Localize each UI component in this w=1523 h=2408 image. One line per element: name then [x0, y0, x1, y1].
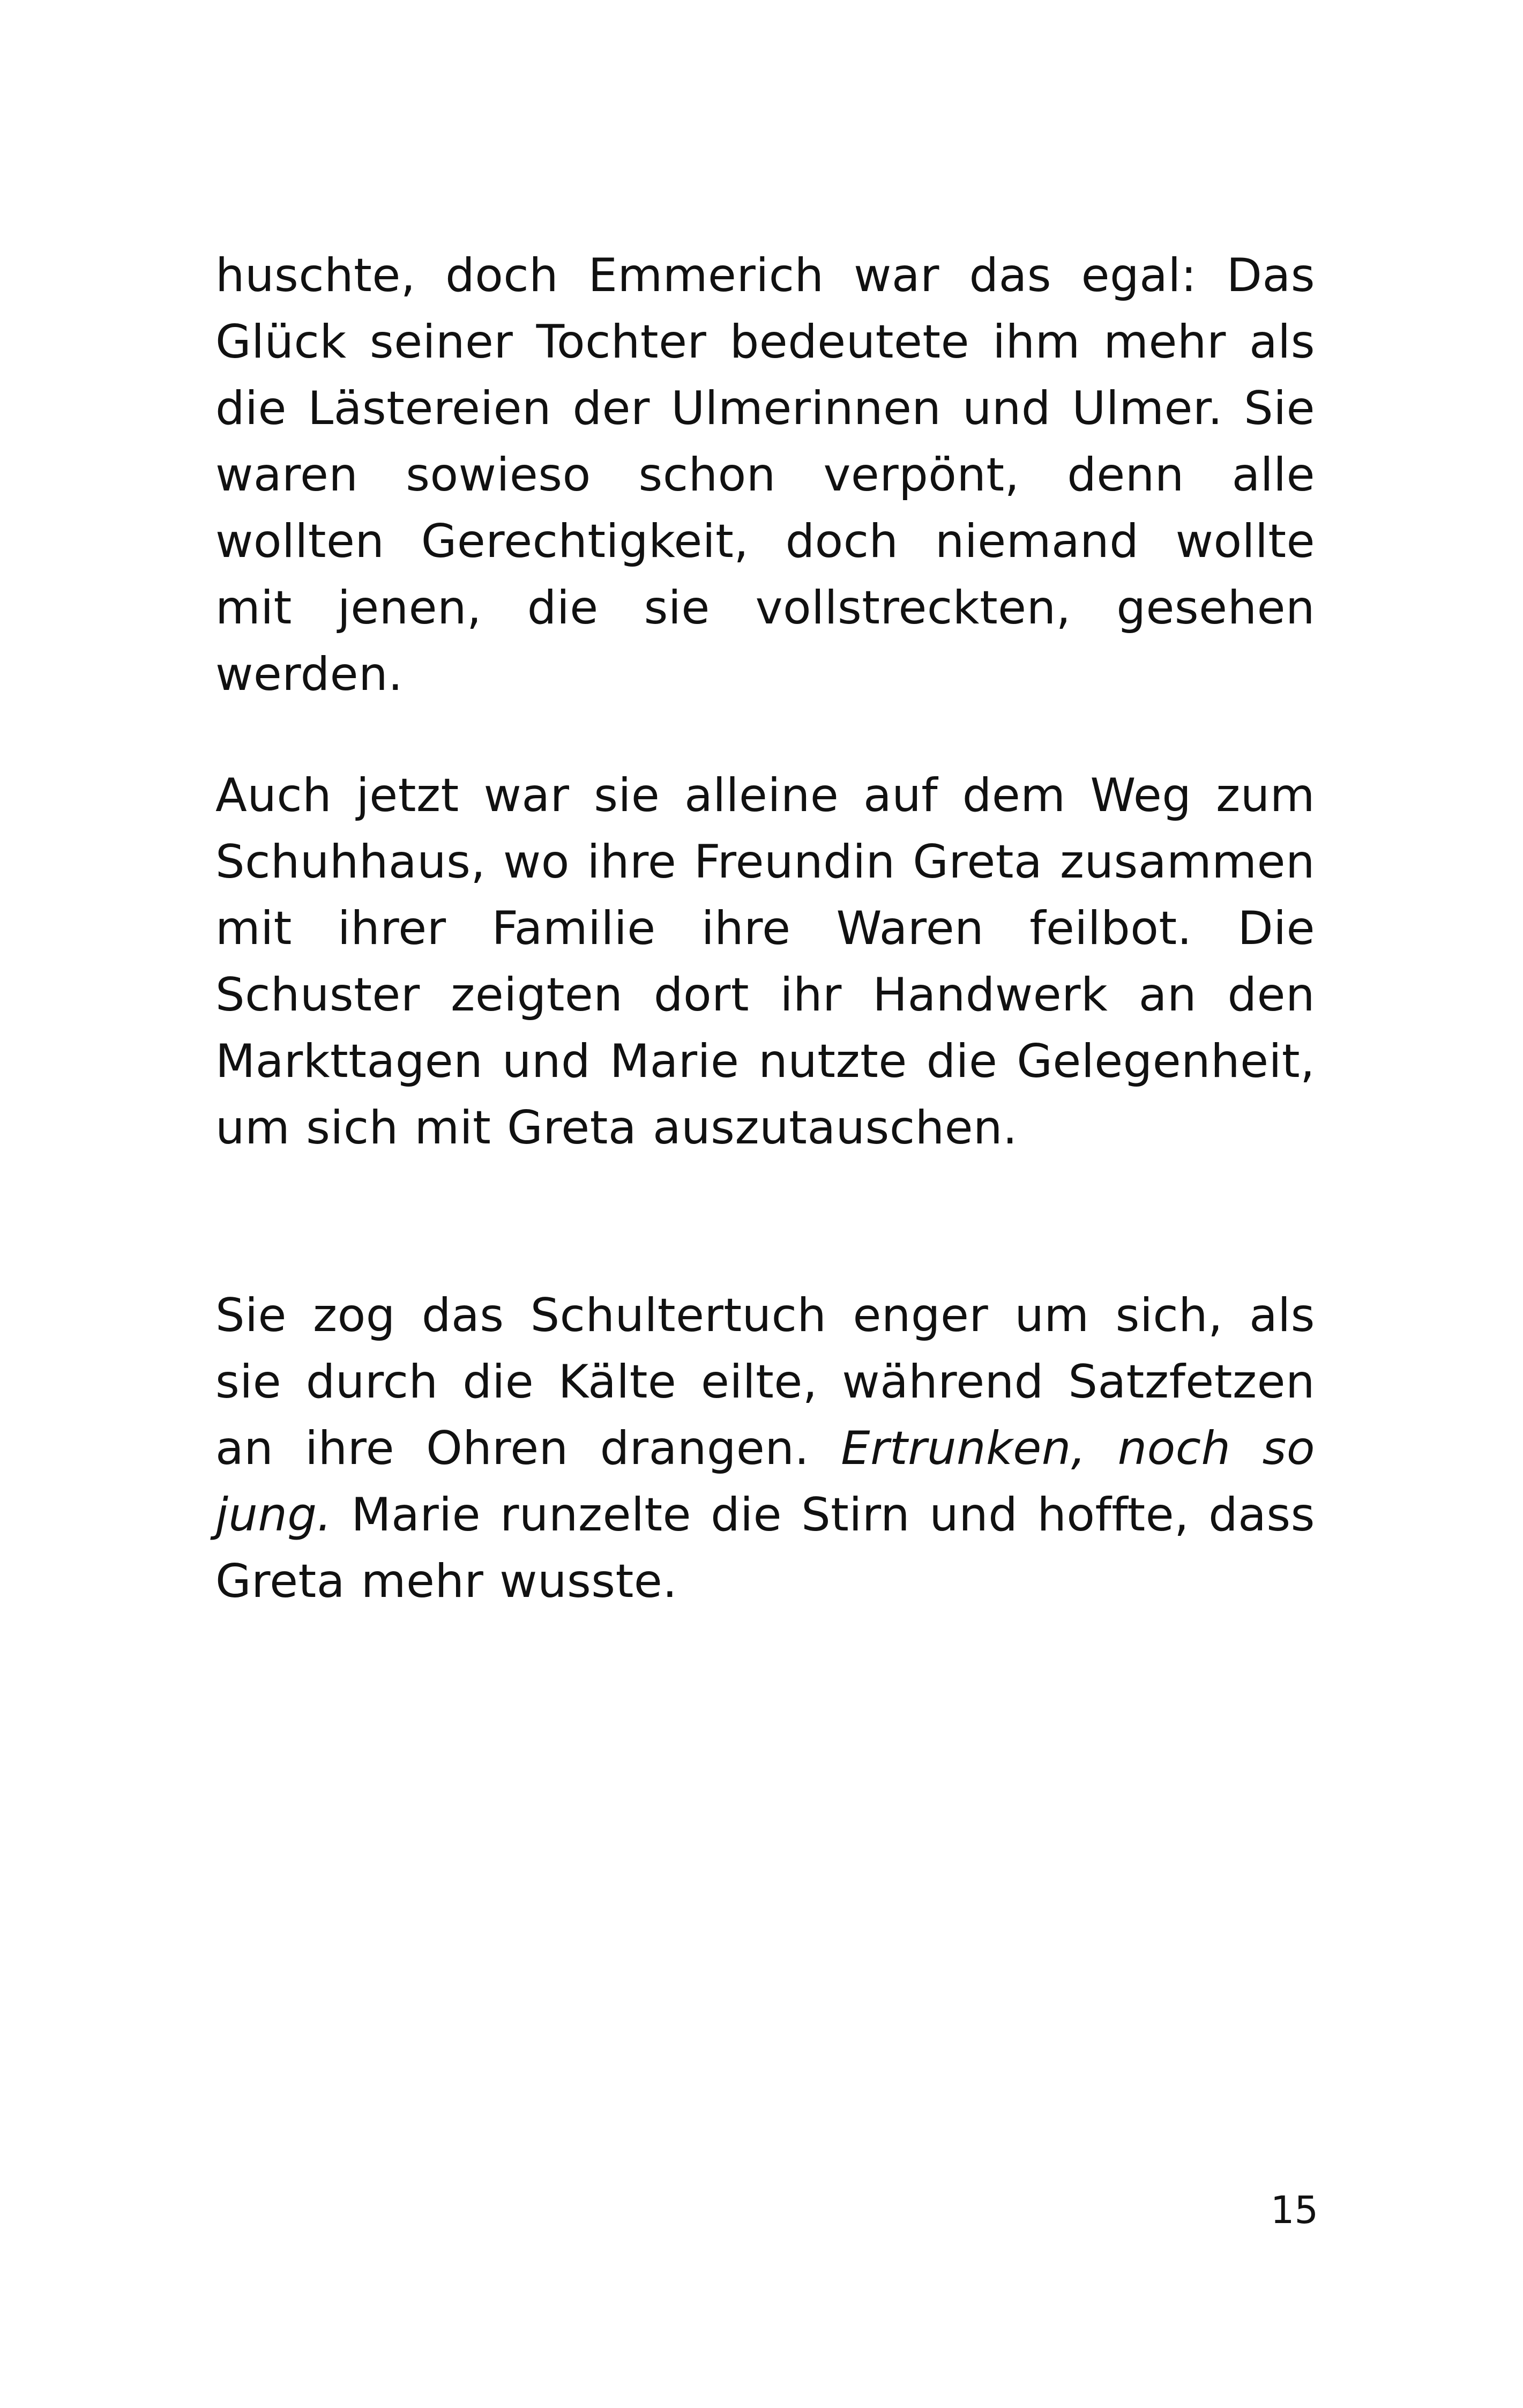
paragraph-3-text-after-italic: Marie runzelte die Stirn und hoffte, dass Greta mehr wusste. [215, 1488, 1315, 1608]
paragraph-3-italic-phrase: Ertrunken, noch so jung. [215, 1422, 1315, 1542]
paragraph-1-text: huschte, doch Emmerich war das egal: Das Glück seiner Tochter bedeutete ihm mehr als die Lästereien der Ulmerinnen und Ulmer. Sie waren sowieso schon verpönt, denn alle wollten Gerechtigkeit, doch niemand wollte mit jenen, die sie vollstreckten, gesehen werden. [215, 249, 1315, 701]
paragraph-1 [215, 242, 1315, 708]
paragraph-3 [215, 1282, 1315, 1615]
paragraph-2 [215, 762, 1315, 1161]
page-number: 15 [1270, 2188, 1318, 2232]
paragraph-3-text [215, 1282, 1315, 1615]
paragraph-3-text-before-italic: Sie zog das Schultertuch enger um sich, als sie durch die Kälte eilte, während Satzfetzen an ihre Ohren drangen. [215, 1289, 1315, 1475]
paragraph-2-text: Auch jetzt war sie alleine auf dem Weg zum Schuhhaus, wo ihre Freundin Greta zusammen mit ihrer Familie ihre Waren feilbot. Die Schuster zeigten dort ihr Handwerk an den Markttagen und Marie nutzte die Gelegenheit, um sich mit Greta auszutauschen. [215, 769, 1315, 1155]
